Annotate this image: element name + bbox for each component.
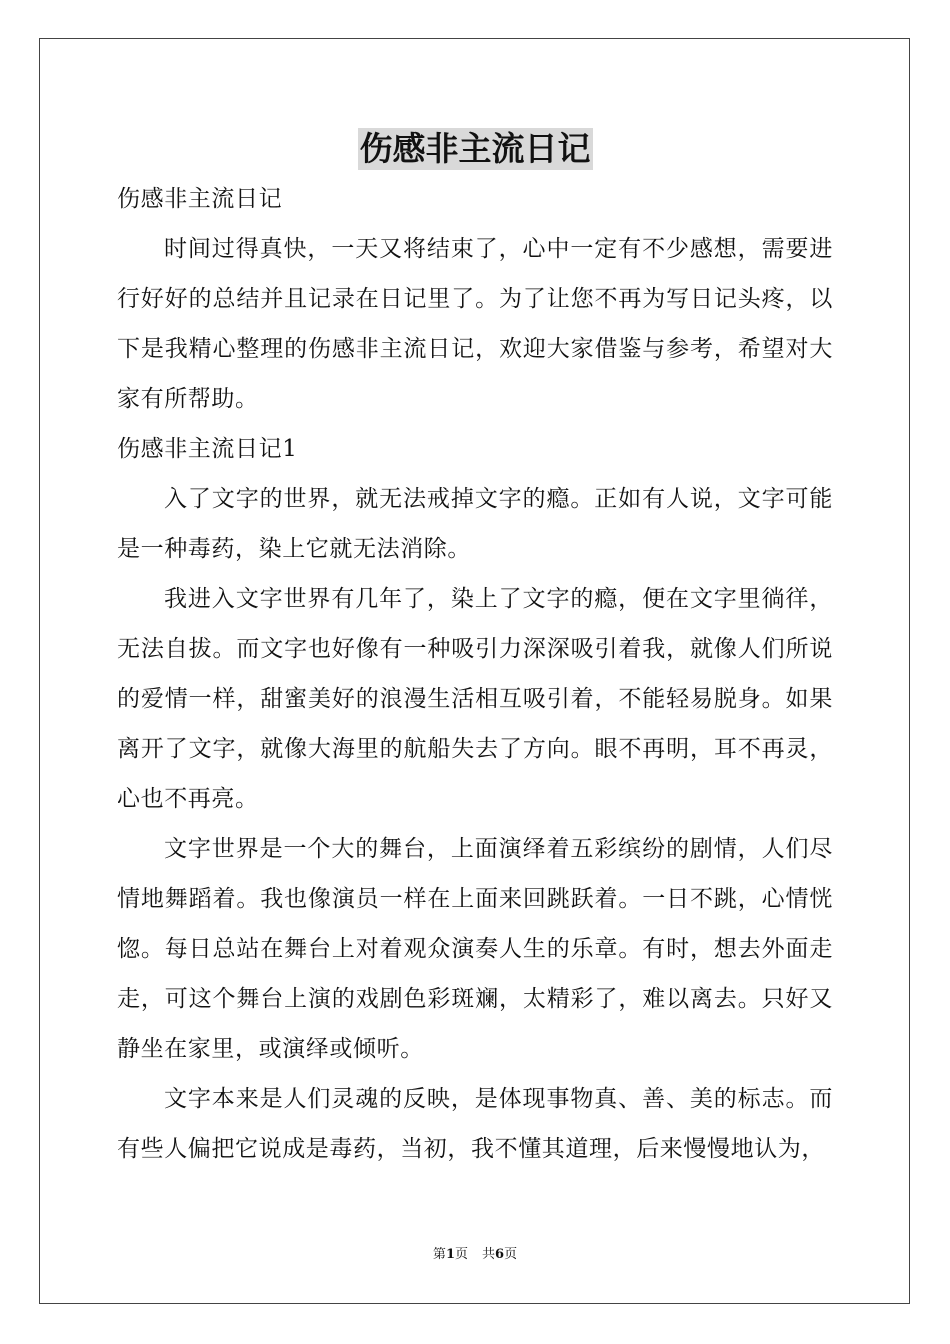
body-paragraph: 文字本来是人们灵魂的反映，是体现事物真、善、美的标志。而有些人偏把它说成是毒药，当初，我不懂其道理，后来慢慢地认为， <box>117 1086 833 1162</box>
section-heading: 伤感非主流日记 <box>117 186 283 212</box>
body-paragraph: 文字世界是一个大的舞台，上面演绎着五彩缤纷的剧情，人们尽情地舞蹈着。我也像演员一样在上面来回跳跃着。一日不跳，心情恍惚。每日总站在舞台上对着观众演奏人生的乐章。有时，想去外面走走，可这个舞台上演的戏剧色彩斑斓，太精彩了，难以离去。只好又静坐在家里，或演绎或倾听。 <box>117 836 833 1062</box>
body-paragraph: 时间过得真快，一天又将结束了，心中一定有不少感想，需要进行好好的总结并且记录在日记里了。为了让您不再为写日记头疼，以下是我精心整理的伤感非主流日记，欢迎大家借鉴与参考，希望对大家有所帮助。 <box>117 236 833 412</box>
page-number-current: 1 <box>445 1247 455 1262</box>
section-heading: 伤感非主流日记1 <box>117 436 298 462</box>
page-number-prefix: 第 <box>432 1247 446 1262</box>
page-total-count: 6 <box>495 1247 505 1262</box>
body-paragraph: 入了文字的世界，就无法戒掉文字的瘾。正如有人说，文字可能是一种毒药，染上它就无法消除。 <box>117 486 833 562</box>
document-title: 伤感非主流日记 <box>359 129 591 168</box>
body-paragraph: 我进入文字世界有几年了，染上了文字的瘾，便在文字里徜徉，无法自拔。而文字也好像有一种吸引力深深吸引着我，就像人们所说的爱情一样，甜蜜美好的浪漫生活相互吸引着，不能轻易脱身。如果离开了文字，就像大海里的航船失去了方向。眼不再明，耳不再灵，心也不再亮。 <box>117 586 833 812</box>
page-footer <box>0 1246 950 1264</box>
document-body <box>117 174 833 1174</box>
page-number-suffix: 页 <box>454 1247 468 1262</box>
page-total-prefix: 共 <box>482 1247 496 1262</box>
page-total-suffix: 页 <box>504 1247 518 1262</box>
title-container <box>0 128 950 170</box>
